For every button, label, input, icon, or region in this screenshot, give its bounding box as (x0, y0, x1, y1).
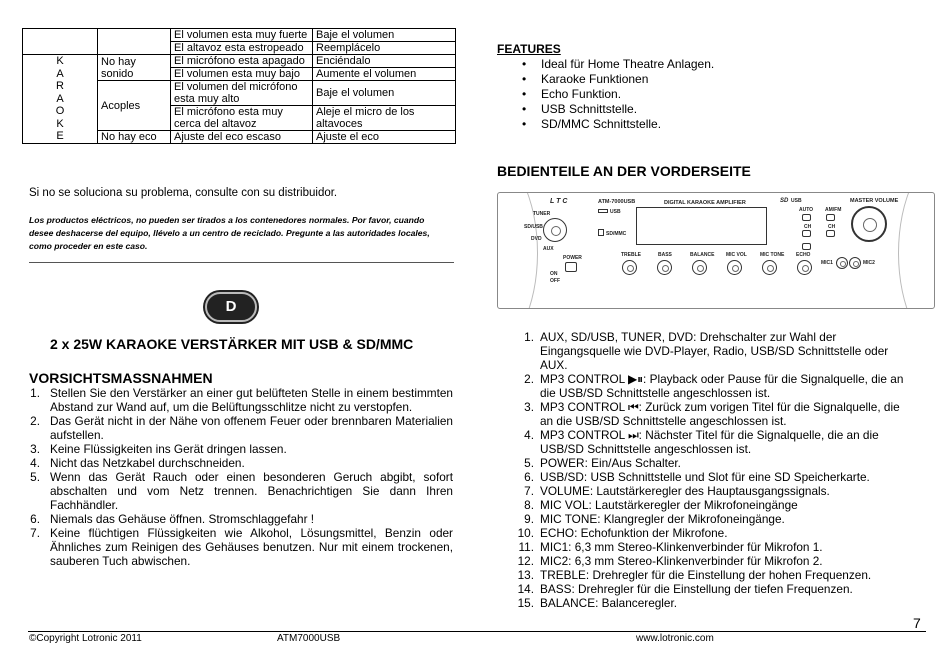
footer-model: ATM7000USB (277, 633, 341, 644)
item-text: MIC TONE: Klangregler der Mikrofoneingänge. (540, 512, 785, 526)
echo-label: ECHO (796, 252, 811, 258)
panel-model: ATM-7000USB (598, 199, 636, 205)
list-item (514, 498, 914, 512)
treble-label: TREBLE (621, 252, 641, 258)
item-number: 14. (517, 582, 534, 596)
list-item (22, 526, 453, 568)
source-selector-knob[interactable] (543, 218, 567, 242)
problem-cell: Ajuste del eco escaso (171, 131, 313, 144)
list-item (22, 414, 453, 442)
item-text: MP3 CONTROL ▶⏸: Playback oder Pause für die Signalquelle, die an die USB/SD Schnittstelle angeschlossen ist. (540, 372, 904, 400)
balance-knob[interactable] (692, 260, 707, 275)
bass-knob[interactable] (657, 260, 672, 275)
divider (29, 262, 454, 263)
contact-note: Si no se soluciona su problema, consulte con su distribuidor. (29, 187, 338, 199)
problem-cell: El altavoz esta estropeado (171, 42, 313, 55)
previous-track-button[interactable] (802, 230, 811, 237)
item-text: USB/SD: USB Schnittstelle und Slot für eine SD Speicherkarte. (540, 470, 870, 484)
features-heading: FEATURES (497, 42, 561, 56)
list-item (514, 512, 914, 526)
sdmmc-label: SD/MMC (606, 231, 627, 237)
problem-cell: El volumen esta muy fuerte (171, 29, 313, 42)
item-number: 4. (524, 428, 534, 442)
aux-label: AUX (543, 246, 554, 252)
section-letter: A (56, 67, 64, 80)
auto-label: AUTO (799, 207, 814, 213)
table-row (23, 55, 456, 68)
item-number: 10. (517, 526, 534, 540)
mic2-label: MIC2 (863, 260, 875, 266)
power-on-label: ON (550, 271, 558, 277)
features-list (522, 57, 714, 132)
solution-cell: Aumente el volumen (313, 68, 456, 81)
item-text: BALANCE: Balanceregler. (540, 596, 678, 610)
item-text: MP3 CONTROL ⏮: Zurück zum vorigen Titel für die Signalquelle, die an die USB/SD Schnittstelle angeschlossen ist. (540, 400, 900, 428)
list-item (514, 484, 914, 498)
solution-cell: Baje el volumen (313, 29, 456, 42)
item-number: 2. (30, 414, 40, 428)
usb-port[interactable] (598, 209, 608, 213)
item-number: 5. (30, 470, 40, 484)
item-number: 13. (517, 568, 534, 582)
item-text: AUX, SD/USB, TUNER, DVD: Drehschalter zur Wahl der Eingangsquelle wie DVD-Player, Radio, USB/SD Schnittstelle oder AUX. (540, 330, 889, 372)
bass-label: BASS (658, 252, 672, 258)
item-text: Nicht das Netzkabel durchschneiden. (50, 456, 245, 470)
list-item (514, 582, 914, 596)
dvd-label: DVD (531, 236, 542, 242)
footer-divider (28, 631, 926, 632)
feature-item: • SD/MMC Schnittstelle. (522, 117, 714, 132)
solution-cell: Aleje el micro de los altavoces (313, 106, 456, 131)
mic-vol-label: MIC VOL (726, 252, 747, 258)
controls-list (514, 330, 914, 610)
problem-cell: El micrófono esta muy cerca del altavoz (171, 106, 313, 131)
no-sound-cell: No hay sonido (98, 55, 171, 81)
list-item (514, 400, 914, 428)
item-text: MP3 CONTROL ⏭: Nächster Titel für die Signalquelle, die an die USB/SD Schnittstelle angeschlossen ist. (540, 428, 879, 456)
item-number: 7. (30, 526, 40, 540)
section-letter: E (56, 130, 64, 143)
language-badge: D (205, 292, 257, 322)
mic1-jack[interactable] (836, 257, 848, 269)
list-item (514, 526, 914, 540)
panel-usb-label: USB (610, 209, 621, 215)
feedback-cell: Acoples (98, 81, 171, 131)
table-row (23, 29, 456, 42)
item-text: POWER: Ein/Aus Schalter. (540, 456, 681, 470)
ch-down-label: CH (804, 224, 812, 230)
empty-cell (23, 29, 98, 55)
item-text: Stellen Sie den Verstärker an einer gut belüfteten Stelle in einem bestimmten Abstand zur Wand auf, um die Belüftungsschlitze nicht zu verstopfen. (50, 386, 453, 414)
panel-curve (898, 192, 935, 309)
document-title: 2 x 25W KARAOKE VERSTÄRKER MIT USB & SD/MMC (50, 336, 414, 352)
list-item (514, 540, 914, 554)
item-number: 8. (524, 498, 534, 512)
problem-cell: El volumen esta muy bajo (171, 68, 313, 81)
disposal-note: Los productos eléctricos, no pueden ser tirados a los contenedores normales. Por favor, cuando desee deshacerse del equipo, llévelo a un centro de reciclado. Pregunte a las autoridades locales, como proceder en este caso. (29, 215, 430, 251)
front-panel-heading: BEDIENTEILE AN DER VORDERSEITE (497, 163, 751, 179)
item-number: 6. (524, 470, 534, 484)
section-letter: K (56, 55, 64, 68)
master-volume-label: MASTER VOLUME (850, 198, 899, 204)
list-item (514, 456, 914, 470)
item-text: MIC1: 6,3 mm Stereo-Klinkenverbinder für Mikrofon 1. (540, 540, 823, 554)
sdusb-label: SD/USB (524, 224, 543, 230)
mic-vol-knob[interactable] (727, 260, 742, 275)
mic-tone-label: MIC TONE (760, 252, 785, 258)
mic-tone-knob[interactable] (762, 260, 777, 275)
section-letter: K (56, 117, 64, 130)
item-text: BASS: Drehregler für die Einstellung der tiefen Frequenzen. (540, 582, 853, 596)
echo-knob[interactable] (797, 260, 812, 275)
troubleshooting-table (22, 28, 456, 144)
item-number: 5. (524, 456, 534, 470)
panel-curve (497, 192, 538, 309)
play-pause-button[interactable] (802, 243, 811, 250)
safety-list (22, 386, 453, 568)
list-item (514, 330, 914, 372)
solution-cell: Ajuste el eco (313, 131, 456, 144)
item-number: 6. (30, 512, 40, 526)
empty-cell (98, 29, 171, 55)
sd-logo: SD (780, 198, 789, 204)
section-letter: O (55, 105, 65, 118)
tuner-label: TUNER (533, 211, 551, 217)
item-number: 12. (517, 554, 534, 568)
feature-item: • Karaoke Funktionen (522, 72, 714, 87)
list-item (514, 554, 914, 568)
list-item (22, 456, 453, 470)
master-volume-knob[interactable] (851, 206, 887, 242)
display-window (636, 207, 767, 245)
list-item (514, 596, 914, 610)
item-text: MIC VOL: Lautstärkeregler der Mikrofoneingänge (540, 498, 798, 512)
item-number: 15. (517, 596, 534, 610)
footer-copyright: ©Copyright Lotronic 2011 (29, 633, 142, 644)
item-text: Keine Flüssigkeiten ins Gerät dringen lassen. (50, 442, 287, 456)
auto-button[interactable] (802, 214, 811, 221)
amfm-button[interactable] (826, 214, 835, 221)
item-text: Das Gerät nicht in der Nähe von offenem Feuer oder brennbaren Materialien aufstellen. (50, 414, 453, 442)
list-item (514, 470, 914, 484)
karaoke-section-cell (23, 55, 98, 144)
item-number: 9. (524, 512, 534, 526)
list-item (22, 442, 453, 456)
brand-logo: L T C (550, 198, 568, 205)
list-item (514, 568, 914, 582)
item-text: Wenn das Gerät Rauch oder einen besonderen Geruch abgibt, sofort abschalten und vom Netz trennen. Benachrichtigen Sie dann Ihren Fachhändler. (50, 470, 453, 512)
item-number: 1. (30, 386, 40, 400)
ch-up-label: CH (828, 224, 836, 230)
footer-website: www.lotronic.com (636, 633, 714, 644)
list-item (514, 372, 914, 400)
next-track-button[interactable] (826, 230, 835, 237)
amfm-label: AM/FM (825, 207, 842, 213)
feature-item: • Ideal für Home Theatre Anlagen. (522, 57, 714, 72)
usb-logo: USB (791, 198, 802, 204)
no-echo-cell: No hay eco (98, 131, 171, 144)
balance-label: BALANCE (690, 252, 715, 258)
item-text: TREBLE: Drehregler für die Einstellung der hohen Frequenzen. (540, 568, 872, 582)
list-item (22, 512, 453, 526)
problem-cell: El micrófono esta apagado (171, 55, 313, 68)
solution-cell: Reemplácelo (313, 42, 456, 55)
front-panel-illustration (497, 192, 935, 309)
list-item (22, 470, 453, 512)
power-button[interactable] (565, 262, 577, 272)
power-off-label: OFF (550, 278, 560, 284)
mic2-jack[interactable] (849, 257, 861, 269)
panel-display-label: DIGITAL KARAOKE AMPLIFIER (664, 200, 746, 206)
item-text: Keine flüchtigen Flüssigkeiten wie Alkohol, Lösungsmittel, Benzin oder Ähnliches zum Reinigen des Gehäuses benutzen. Nur mit einem trockenen, sauberen Tuch abwischen. (50, 526, 453, 568)
item-number: 4. (30, 456, 40, 470)
item-number: 2. (524, 372, 534, 386)
solution-cell: Enciéndalo (313, 55, 456, 68)
section-letter: A (56, 92, 64, 105)
problem-cell: El volumen del micrófono esta muy alto (171, 81, 313, 106)
item-number: 3. (30, 442, 40, 456)
page-number: 7 (913, 615, 921, 631)
mic1-label: MIC1 (821, 260, 833, 266)
item-text: VOLUME: Lautstärkeregler des Hauptausgangssignals. (540, 484, 830, 498)
power-label: POWER (563, 255, 582, 261)
item-number: 1. (524, 330, 534, 344)
feature-item: • USB Schnittstelle. (522, 102, 714, 117)
item-text: MIC2: 6,3 mm Stereo-Klinkenverbinder für Mikrofon 2. (540, 554, 823, 568)
list-item (22, 386, 453, 414)
feature-item: • Echo Funktion. (522, 87, 714, 102)
item-number: 7. (524, 484, 534, 498)
item-number: 11. (518, 540, 534, 554)
list-item (514, 428, 914, 456)
item-text: Niemals das Gehäuse öffnen. Stromschlaggefahr ! (50, 512, 315, 526)
item-number: 3. (524, 400, 534, 414)
treble-knob[interactable] (622, 260, 637, 275)
safety-heading: VORSICHTSMASSNAHMEN (29, 370, 213, 386)
section-letter: R (56, 80, 64, 93)
item-text: ECHO: Echofunktion der Mikrofone. (540, 526, 728, 540)
sd-slot[interactable] (598, 229, 604, 236)
solution-cell: Baje el volumen (313, 81, 456, 106)
